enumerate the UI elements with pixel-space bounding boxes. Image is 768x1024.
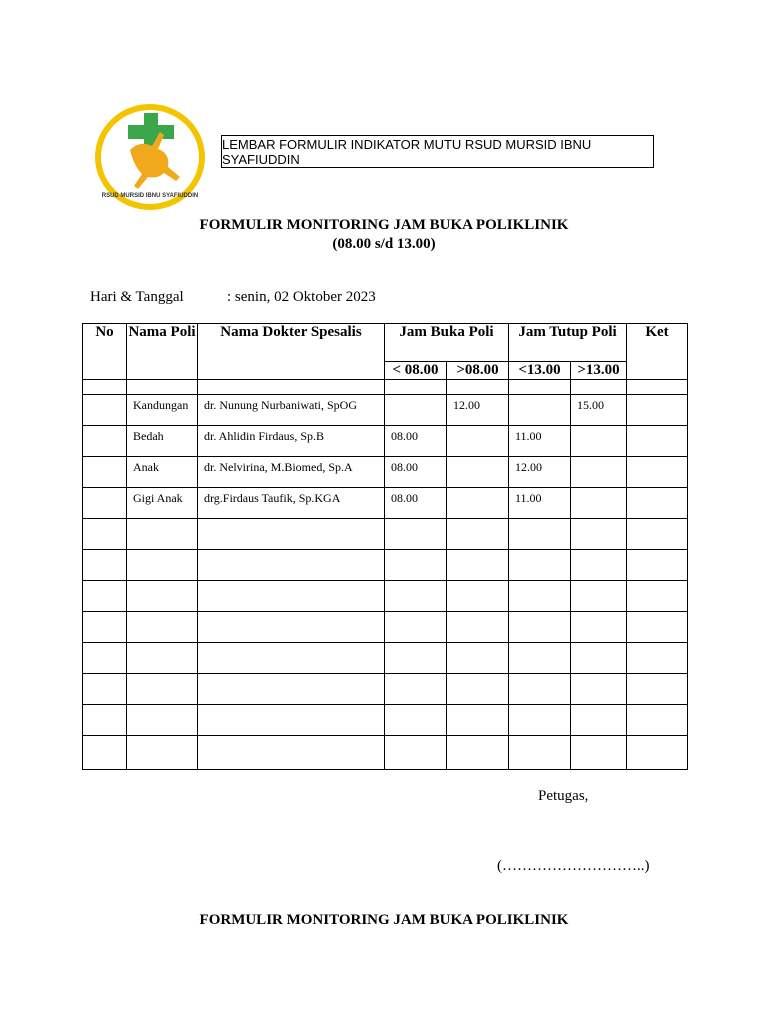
cell-tutup-gt bbox=[571, 612, 627, 643]
cell-dokter bbox=[198, 612, 385, 643]
spacer-cell bbox=[127, 380, 198, 395]
spacer-cell bbox=[627, 380, 688, 395]
cell-ket bbox=[627, 581, 688, 612]
table-row bbox=[83, 705, 688, 736]
cell-dokter bbox=[198, 736, 385, 770]
cell-tutup-gt bbox=[571, 426, 627, 457]
cell-buka-gt bbox=[447, 674, 509, 705]
hospital-logo bbox=[90, 100, 210, 215]
date-value: : senin, 02 Oktober 2023 bbox=[227, 289, 376, 305]
cell-tutup-lt bbox=[509, 736, 571, 770]
header-no: No bbox=[83, 324, 127, 380]
cell-no bbox=[83, 643, 127, 674]
cell-buka-gt bbox=[447, 581, 509, 612]
table-row bbox=[83, 519, 688, 550]
cell-tutup-lt bbox=[509, 550, 571, 581]
spacer-cell bbox=[385, 380, 447, 395]
spacer-row bbox=[83, 380, 688, 395]
spacer-cell bbox=[83, 380, 127, 395]
cell-tutup-gt bbox=[571, 581, 627, 612]
date-label: Hari & Tanggal bbox=[90, 289, 184, 305]
cell-no bbox=[83, 550, 127, 581]
cell-ket bbox=[627, 519, 688, 550]
cell-ket bbox=[627, 395, 688, 426]
header-nama-dokter: Nama Dokter Spesalis bbox=[198, 324, 385, 380]
table-row bbox=[83, 674, 688, 705]
cell-tutup-gt bbox=[571, 550, 627, 581]
cell-tutup-lt: 11.00 bbox=[509, 426, 571, 457]
cell-no bbox=[83, 488, 127, 519]
cell-dokter: dr. Ahlidin Firdaus, Sp.B bbox=[198, 426, 385, 457]
cell-buka-gt bbox=[447, 488, 509, 519]
cell-tutup-gt bbox=[571, 488, 627, 519]
header-buka-before-8: < 08.00 bbox=[385, 362, 447, 380]
table-row bbox=[83, 550, 688, 581]
signature-placeholder: (………………………..) bbox=[497, 858, 650, 874]
cell-no bbox=[83, 457, 127, 488]
cell-tutup-gt: 15.00 bbox=[571, 395, 627, 426]
table-row bbox=[83, 426, 688, 457]
cell-tutup-lt bbox=[509, 674, 571, 705]
cell-ket bbox=[627, 457, 688, 488]
cell-no bbox=[83, 736, 127, 770]
cell-buka-lt bbox=[385, 550, 447, 581]
table-body bbox=[83, 380, 688, 770]
cell-poli bbox=[127, 705, 198, 736]
cell-ket bbox=[627, 736, 688, 770]
cell-tutup-lt: 12.00 bbox=[509, 457, 571, 488]
header-box: LEMBAR FORMULIR INDIKATOR MUTU RSUD MURSID IBNU SYAFIUDDIN bbox=[221, 135, 654, 168]
header-tutup-after-13: >13.00 bbox=[571, 362, 627, 380]
cell-dokter: dr. Nelvirina, M.Biomed, Sp.A bbox=[198, 457, 385, 488]
cell-ket bbox=[627, 612, 688, 643]
cell-tutup-lt bbox=[509, 581, 571, 612]
cell-tutup-lt: 11.00 bbox=[509, 488, 571, 519]
cell-no bbox=[83, 612, 127, 643]
header-buka-after-8: >08.00 bbox=[447, 362, 509, 380]
cell-poli: Gigi Anak bbox=[127, 488, 198, 519]
cell-tutup-gt bbox=[571, 736, 627, 770]
cell-tutup-lt bbox=[509, 395, 571, 426]
cell-tutup-gt bbox=[571, 457, 627, 488]
cell-buka-gt: 12.00 bbox=[447, 395, 509, 426]
cell-buka-gt bbox=[447, 519, 509, 550]
cell-buka-gt bbox=[447, 643, 509, 674]
cell-buka-lt bbox=[385, 643, 447, 674]
form-title: FORMULIR MONITORING JAM BUKA POLIKLINIK bbox=[199, 217, 569, 233]
spacer-cell bbox=[571, 380, 627, 395]
cell-ket bbox=[627, 705, 688, 736]
cell-buka-lt bbox=[385, 674, 447, 705]
cell-buka-lt bbox=[385, 705, 447, 736]
cell-dokter bbox=[198, 643, 385, 674]
table-row bbox=[83, 395, 688, 426]
cell-ket bbox=[627, 488, 688, 519]
cell-dokter: dr. Nunung Nurbaniwati, SpOG bbox=[198, 395, 385, 426]
cell-tutup-gt bbox=[571, 643, 627, 674]
form-subtitle: (08.00 s/d 13.00) bbox=[332, 236, 436, 252]
table-row bbox=[83, 457, 688, 488]
cell-ket bbox=[627, 674, 688, 705]
cell-poli bbox=[127, 519, 198, 550]
cell-ket bbox=[627, 550, 688, 581]
cell-buka-gt bbox=[447, 457, 509, 488]
table-row bbox=[83, 736, 688, 770]
cell-poli bbox=[127, 581, 198, 612]
cell-tutup-lt bbox=[509, 519, 571, 550]
cell-tutup-gt bbox=[571, 705, 627, 736]
header-jam-buka: Jam Buka Poli bbox=[385, 324, 509, 362]
cell-buka-lt bbox=[385, 581, 447, 612]
logo-text: RSUD MURSID IBNU SYAFIUDDIN bbox=[101, 193, 199, 199]
header-tutup-before-13: <13.00 bbox=[509, 362, 571, 380]
cell-poli bbox=[127, 550, 198, 581]
cell-dokter bbox=[198, 519, 385, 550]
cell-buka-gt bbox=[447, 550, 509, 581]
cell-buka-gt bbox=[447, 426, 509, 457]
cell-poli: Anak bbox=[127, 457, 198, 488]
table-row bbox=[83, 612, 688, 643]
cell-buka-gt bbox=[447, 612, 509, 643]
cell-buka-gt bbox=[447, 736, 509, 770]
cell-dokter bbox=[198, 705, 385, 736]
cell-poli: Bedah bbox=[127, 426, 198, 457]
cell-no bbox=[83, 705, 127, 736]
cell-poli bbox=[127, 612, 198, 643]
spacer-cell bbox=[198, 380, 385, 395]
header-ket: Ket bbox=[627, 324, 688, 380]
cell-tutup-gt bbox=[571, 674, 627, 705]
cell-ket bbox=[627, 426, 688, 457]
cell-tutup-lt bbox=[509, 612, 571, 643]
monitoring-table bbox=[82, 323, 688, 770]
header-nama-poli: Nama Poli bbox=[127, 324, 198, 380]
cell-buka-lt: 08.00 bbox=[385, 457, 447, 488]
cell-tutup-gt bbox=[571, 519, 627, 550]
cell-ket bbox=[627, 643, 688, 674]
cell-dokter bbox=[198, 674, 385, 705]
footer-title: FORMULIR MONITORING JAM BUKA POLIKLINIK bbox=[199, 912, 569, 928]
cell-poli: Kandungan bbox=[127, 395, 198, 426]
cell-dokter: drg.Firdaus Taufik, Sp.KGA bbox=[198, 488, 385, 519]
cell-poli bbox=[127, 736, 198, 770]
cell-no bbox=[83, 581, 127, 612]
cell-poli bbox=[127, 643, 198, 674]
cell-dokter bbox=[198, 581, 385, 612]
table-row bbox=[83, 581, 688, 612]
cell-poli bbox=[127, 674, 198, 705]
cell-buka-lt bbox=[385, 519, 447, 550]
cell-tutup-lt bbox=[509, 643, 571, 674]
cell-buka-gt bbox=[447, 705, 509, 736]
cell-buka-lt: 08.00 bbox=[385, 426, 447, 457]
spacer-cell bbox=[447, 380, 509, 395]
cell-buka-lt: 08.00 bbox=[385, 488, 447, 519]
petugas-label: Petugas, bbox=[538, 788, 589, 804]
table-row bbox=[83, 488, 688, 519]
header-jam-tutup: Jam Tutup Poli bbox=[509, 324, 627, 362]
cell-buka-lt bbox=[385, 395, 447, 426]
cell-tutup-lt bbox=[509, 705, 571, 736]
cell-no bbox=[83, 674, 127, 705]
table-row bbox=[83, 643, 688, 674]
cell-buka-lt bbox=[385, 612, 447, 643]
cell-dokter bbox=[198, 550, 385, 581]
cell-no bbox=[83, 395, 127, 426]
cell-buka-lt bbox=[385, 736, 447, 770]
spacer-cell bbox=[509, 380, 571, 395]
cell-no bbox=[83, 519, 127, 550]
cell-no bbox=[83, 426, 127, 457]
